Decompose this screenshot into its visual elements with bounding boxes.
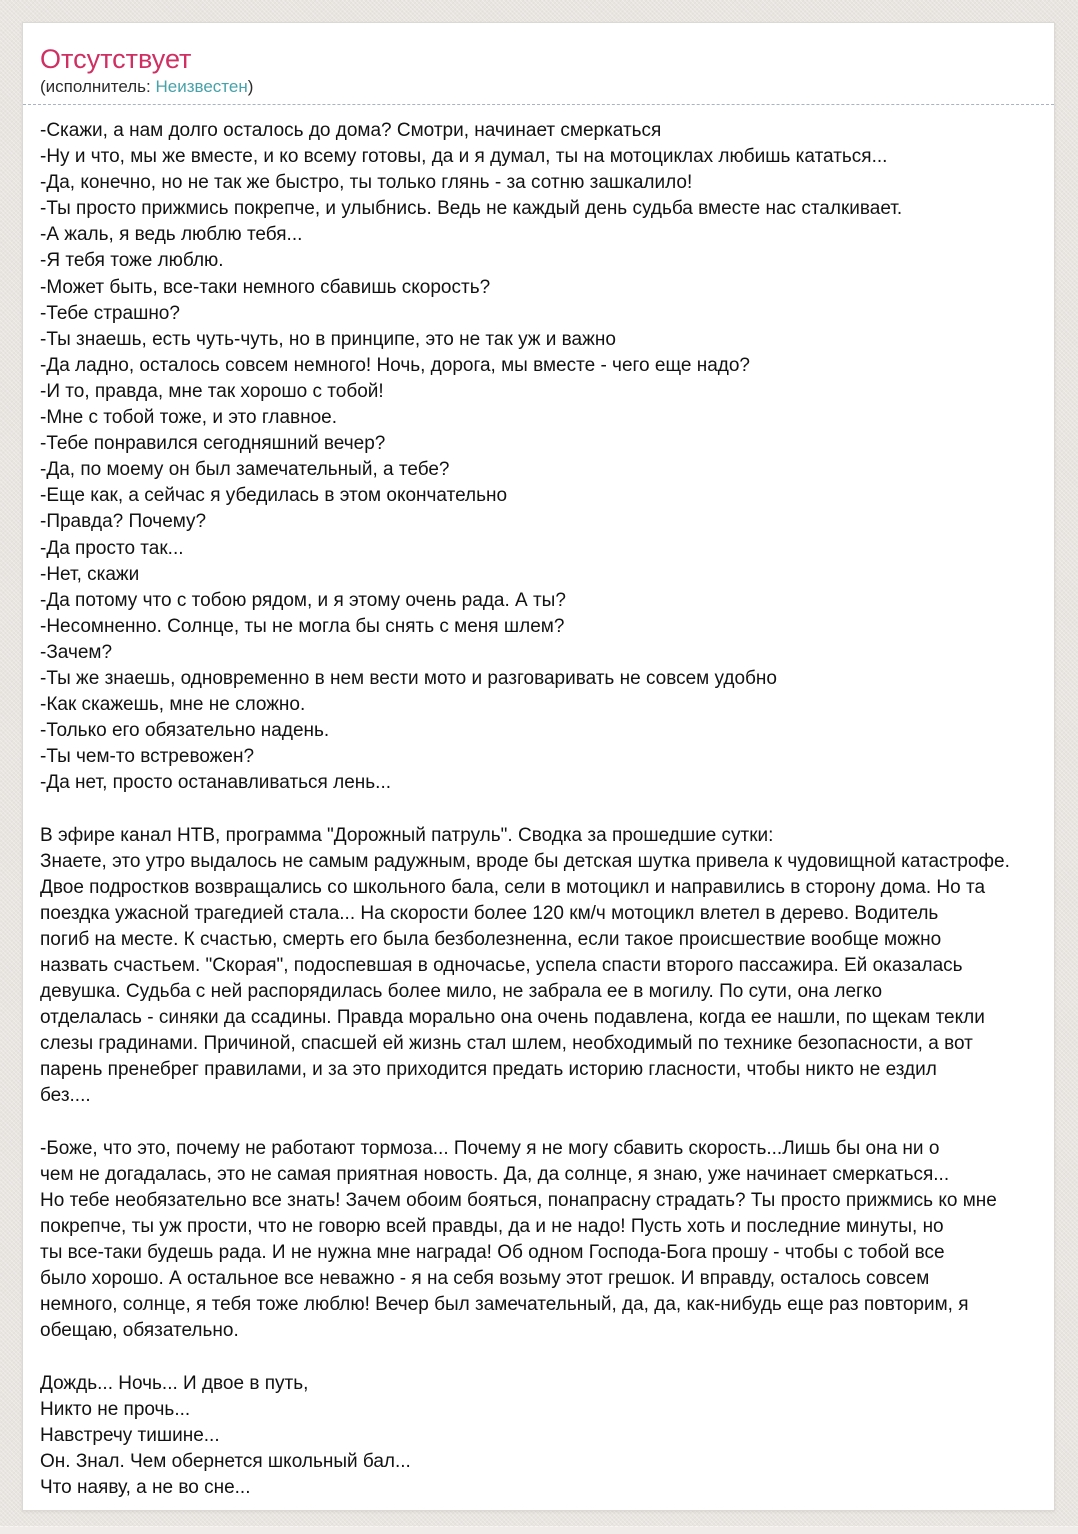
lyric-line: -Ты чем-то встревожен?: [40, 746, 255, 768]
lyric-line: -Скажи, а нам долго осталось до дома? Смотри, начинает смеркаться: [40, 120, 662, 141]
lyric-line: -Да ладно, осталось совсем немного! Ночь, дорога, мы вместе - чего еще надо?: [40, 354, 750, 376]
lyric-line: -Да, конечно, но не так же быстро, ты только глянь - за сотню зашкалило!: [40, 172, 693, 194]
lyric-line: девушка. Судьба с ней распорядилась более мило, не забрала ее в могилу. По сути, она легко: [40, 981, 883, 1003]
lyric-line: В эфире канал НТВ, программа "Дорожный патруль". Сводка за прошедшие сутки:: [40, 824, 774, 846]
lyric-line: Навстречу тишине...: [40, 1424, 220, 1446]
lyric-line: -Только его обязательно надень.: [40, 720, 330, 742]
lyric-line: Он. Знал. Чем обернется школьный бал...: [40, 1450, 411, 1472]
lyric-line: слезы градинами. Причиной, спасшей ей жизнь стал шлем, необходимый по технике безопасности, а вот: [40, 1033, 973, 1055]
lyric-line: обещаю, обязательно.: [40, 1320, 239, 1342]
lyric-line: Но тебе необязательно все знать! Зачем обоим бояться, понапрасну страдать? Ты просто прижмись ко мне: [40, 1189, 997, 1211]
lyric-line: -Как скажешь, мне не сложно.: [40, 694, 306, 716]
lyrics-section-dialogue: [40, 118, 1040, 796]
lyric-line: -Правда? Почему?: [40, 511, 207, 533]
lyric-line: Дождь... Ночь... И двое в путь,: [40, 1372, 309, 1394]
song-header: [23, 23, 1054, 105]
lyric-line: -Ты просто прижмись покрепче, и улыбнись. Ведь не каждый день судьба вместе нас сталкивает.: [40, 198, 903, 220]
lyric-line: -Да потому что с тобою рядом, и я этому очень рада. А ты?: [40, 589, 566, 611]
lyric-line: -Боже, что это, почему не работают тормоза... Почему я не могу сбавить скорость...Лишь бы она ни о: [40, 1137, 940, 1159]
lyrics-section-refrain: [40, 1371, 1040, 1501]
lyric-line: -Еще как, а сейчас я убедилась в этом окончательно: [40, 485, 508, 507]
artist-link[interactable]: Неизвестен: [155, 77, 248, 96]
lyrics-section-ntv-report: [40, 823, 1040, 1110]
lyric-line: Знаете, это утро выдалось не самым радужным, вроде бы детская шутка привела к чудовищной катастрофе.: [40, 850, 1010, 872]
artist-prefix: (исполнитель:: [40, 77, 156, 96]
lyric-line: -Ну и что, мы же вместе, и ко всему готовы, да и я думал, ты на мотоциклах любишь кататься...: [40, 146, 888, 168]
lyric-line: -Нет, скажи: [40, 563, 140, 585]
lyric-line: -Я тебя тоже люблю.: [40, 250, 224, 272]
lyric-line: -Да, по моему он был замечательный, а тебе?: [40, 459, 450, 481]
song-title-link[interactable]: Отсутствует: [40, 44, 192, 74]
page-footer-strip: [0, 1526, 1078, 1534]
lyric-line: -Ты знаешь, есть чуть-чуть, но в принципе, это не так уж и важно: [40, 328, 616, 350]
lyric-line: -Да просто так...: [40, 537, 184, 559]
lyric-line: -Зачем?: [40, 641, 113, 663]
lyric-line: -Да нет, просто останавливаться лень...: [40, 772, 391, 794]
lyrics-text: [23, 105, 1054, 1501]
lyric-line: поездка ужасной трагедией стала... На скорости более 120 км/ч мотоцикл влетел в дерево. Водитель: [40, 902, 939, 924]
lyric-line: Никто не прочь...: [40, 1398, 191, 1420]
lyric-line: парень пренебрег правилами, и за это приходится предать историю гласности, чтобы никто не ездил: [40, 1059, 937, 1081]
lyric-line: было хорошо. А остальное все неважно - я на себя возьму этот грешок. И вправду, осталось совсем: [40, 1268, 930, 1290]
lyrics-card: [22, 22, 1055, 1511]
lyric-line: -Ты же знаешь, одновременно в нем вести мото и разговаривать не совсем удобно: [40, 667, 777, 689]
lyric-line: отделалась - синяки да ссадины. Правда морально она очень подавлена, когда ее нашли, по щекам текли: [40, 1007, 985, 1029]
lyric-line: чем не догадалась, это не самая приятная новость. Да, да солнце, я знаю, уже начинает смеркаться...: [40, 1163, 950, 1185]
lyric-line: -И то, правда, мне так хорошо с тобой!: [40, 380, 384, 402]
lyric-line: погиб на месте. К счастью, смерть его была безболезненна, если такое происшествие вообще можно: [40, 928, 942, 950]
lyric-line: -Может быть, все-таки немного сбавишь скорость?: [40, 276, 491, 298]
lyric-line: -Тебе понравился сегодняшний вечер?: [40, 433, 386, 455]
lyric-line: назвать счастьем. "Скорая", подоспевшая в одночасье, успела спасти второго пассажира. Ей оказалась: [40, 955, 963, 976]
lyrics-section-monologue: [40, 1136, 1040, 1345]
artist-line: [40, 77, 1040, 97]
lyric-line: -Тебе страшно?: [40, 302, 180, 324]
lyric-line: -А жаль, я ведь люблю тебя...: [40, 224, 303, 246]
lyric-line: -Несомненно. Солнце, ты не могла бы снять с меня шлем?: [40, 615, 565, 637]
lyric-line: покрепче, ты уж прости, что не говорю всей правды, да и не надо! Пусть хоть и последние минуты, но: [40, 1215, 944, 1237]
lyric-line: ты все-таки будешь рада. И не нужна мне награда! Об одном Господа-Бога прошу - чтобы с тобой все: [40, 1242, 945, 1264]
lyric-line: без....: [40, 1085, 91, 1107]
lyric-line: -Мне с тобой тоже, и это главное.: [40, 407, 338, 429]
lyric-line: немного, солнце, я тебя тоже люблю! Вечер был замечательный, да, да, как-нибудь еще раз повторим, я: [40, 1294, 969, 1316]
lyric-line: Двое подростков возвращались со школьного бала, сели в мотоцикл и направились в сторону дома. Но та: [40, 876, 986, 898]
lyric-line: Что наяву, а не во сне...: [40, 1476, 251, 1498]
artist-suffix: ): [247, 77, 254, 96]
